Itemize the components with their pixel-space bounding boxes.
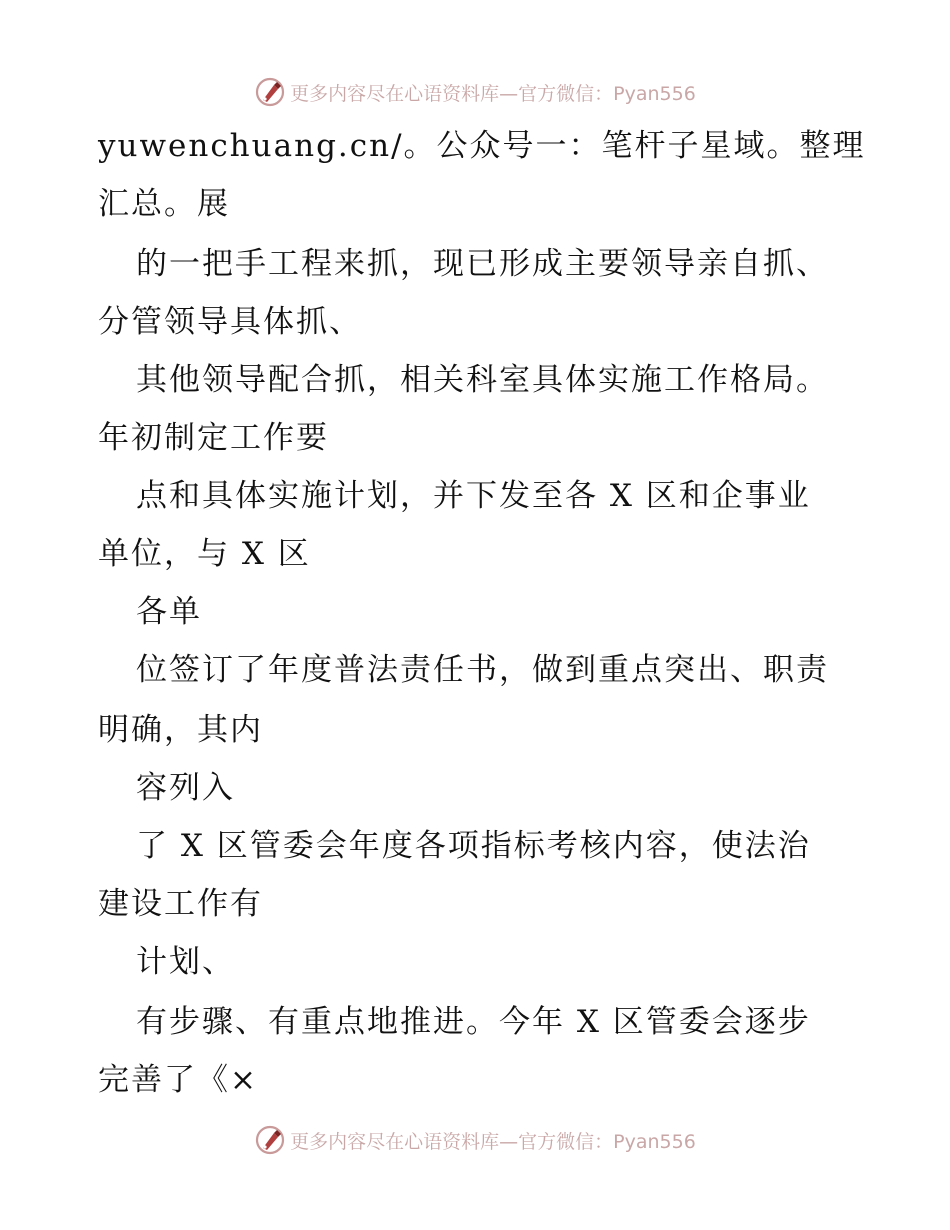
text-line: 分管领导具体抓、 xyxy=(98,304,362,340)
text-line: 了 X 区管委会年度各项指标考核内容，使法治 xyxy=(136,828,811,864)
text-line: 明确，其内 xyxy=(98,712,263,748)
footer-watermark xyxy=(0,1120,950,1160)
text-line: 建设工作有 xyxy=(98,886,263,922)
text-line: 其他领导配合抓，相关科室具体实施工作格局。 xyxy=(136,362,829,398)
text-line: 完善了《× xyxy=(98,1062,258,1098)
text-line: 年初制定工作要 xyxy=(98,420,329,456)
text-line: yuwenchuang.cn/。公众号一：笔杆子星域。整理 xyxy=(98,128,866,164)
pen-nib-logo-icon xyxy=(254,76,286,108)
watermark-text: 更多内容尽在心语资料库—官方微信：Pyan556 xyxy=(290,1130,696,1153)
text-line: 单位，与 X 区 xyxy=(98,536,311,572)
text-line: 计划、 xyxy=(136,944,235,980)
text-line: 汇总。展 xyxy=(98,186,230,222)
text-line: 的一把手工程来抓，现已形成主要领导亲自抓、 xyxy=(136,246,829,282)
pen-nib-logo-icon xyxy=(254,1124,286,1156)
text-line: 有步骤、有重点地推进。今年 X 区管委会逐步 xyxy=(136,1004,811,1040)
watermark-text: 更多内容尽在心语资料库—官方微信：Pyan556 xyxy=(290,82,696,105)
text-line: 点和具体实施计划，并下发至各 X 区和企事业 xyxy=(136,478,811,514)
header-watermark xyxy=(0,72,950,112)
text-line: 位签订了年度普法责任书，做到重点突出、职责 xyxy=(136,652,829,688)
text-line: 各单 xyxy=(136,594,202,630)
text-line: 容列入 xyxy=(136,770,235,806)
